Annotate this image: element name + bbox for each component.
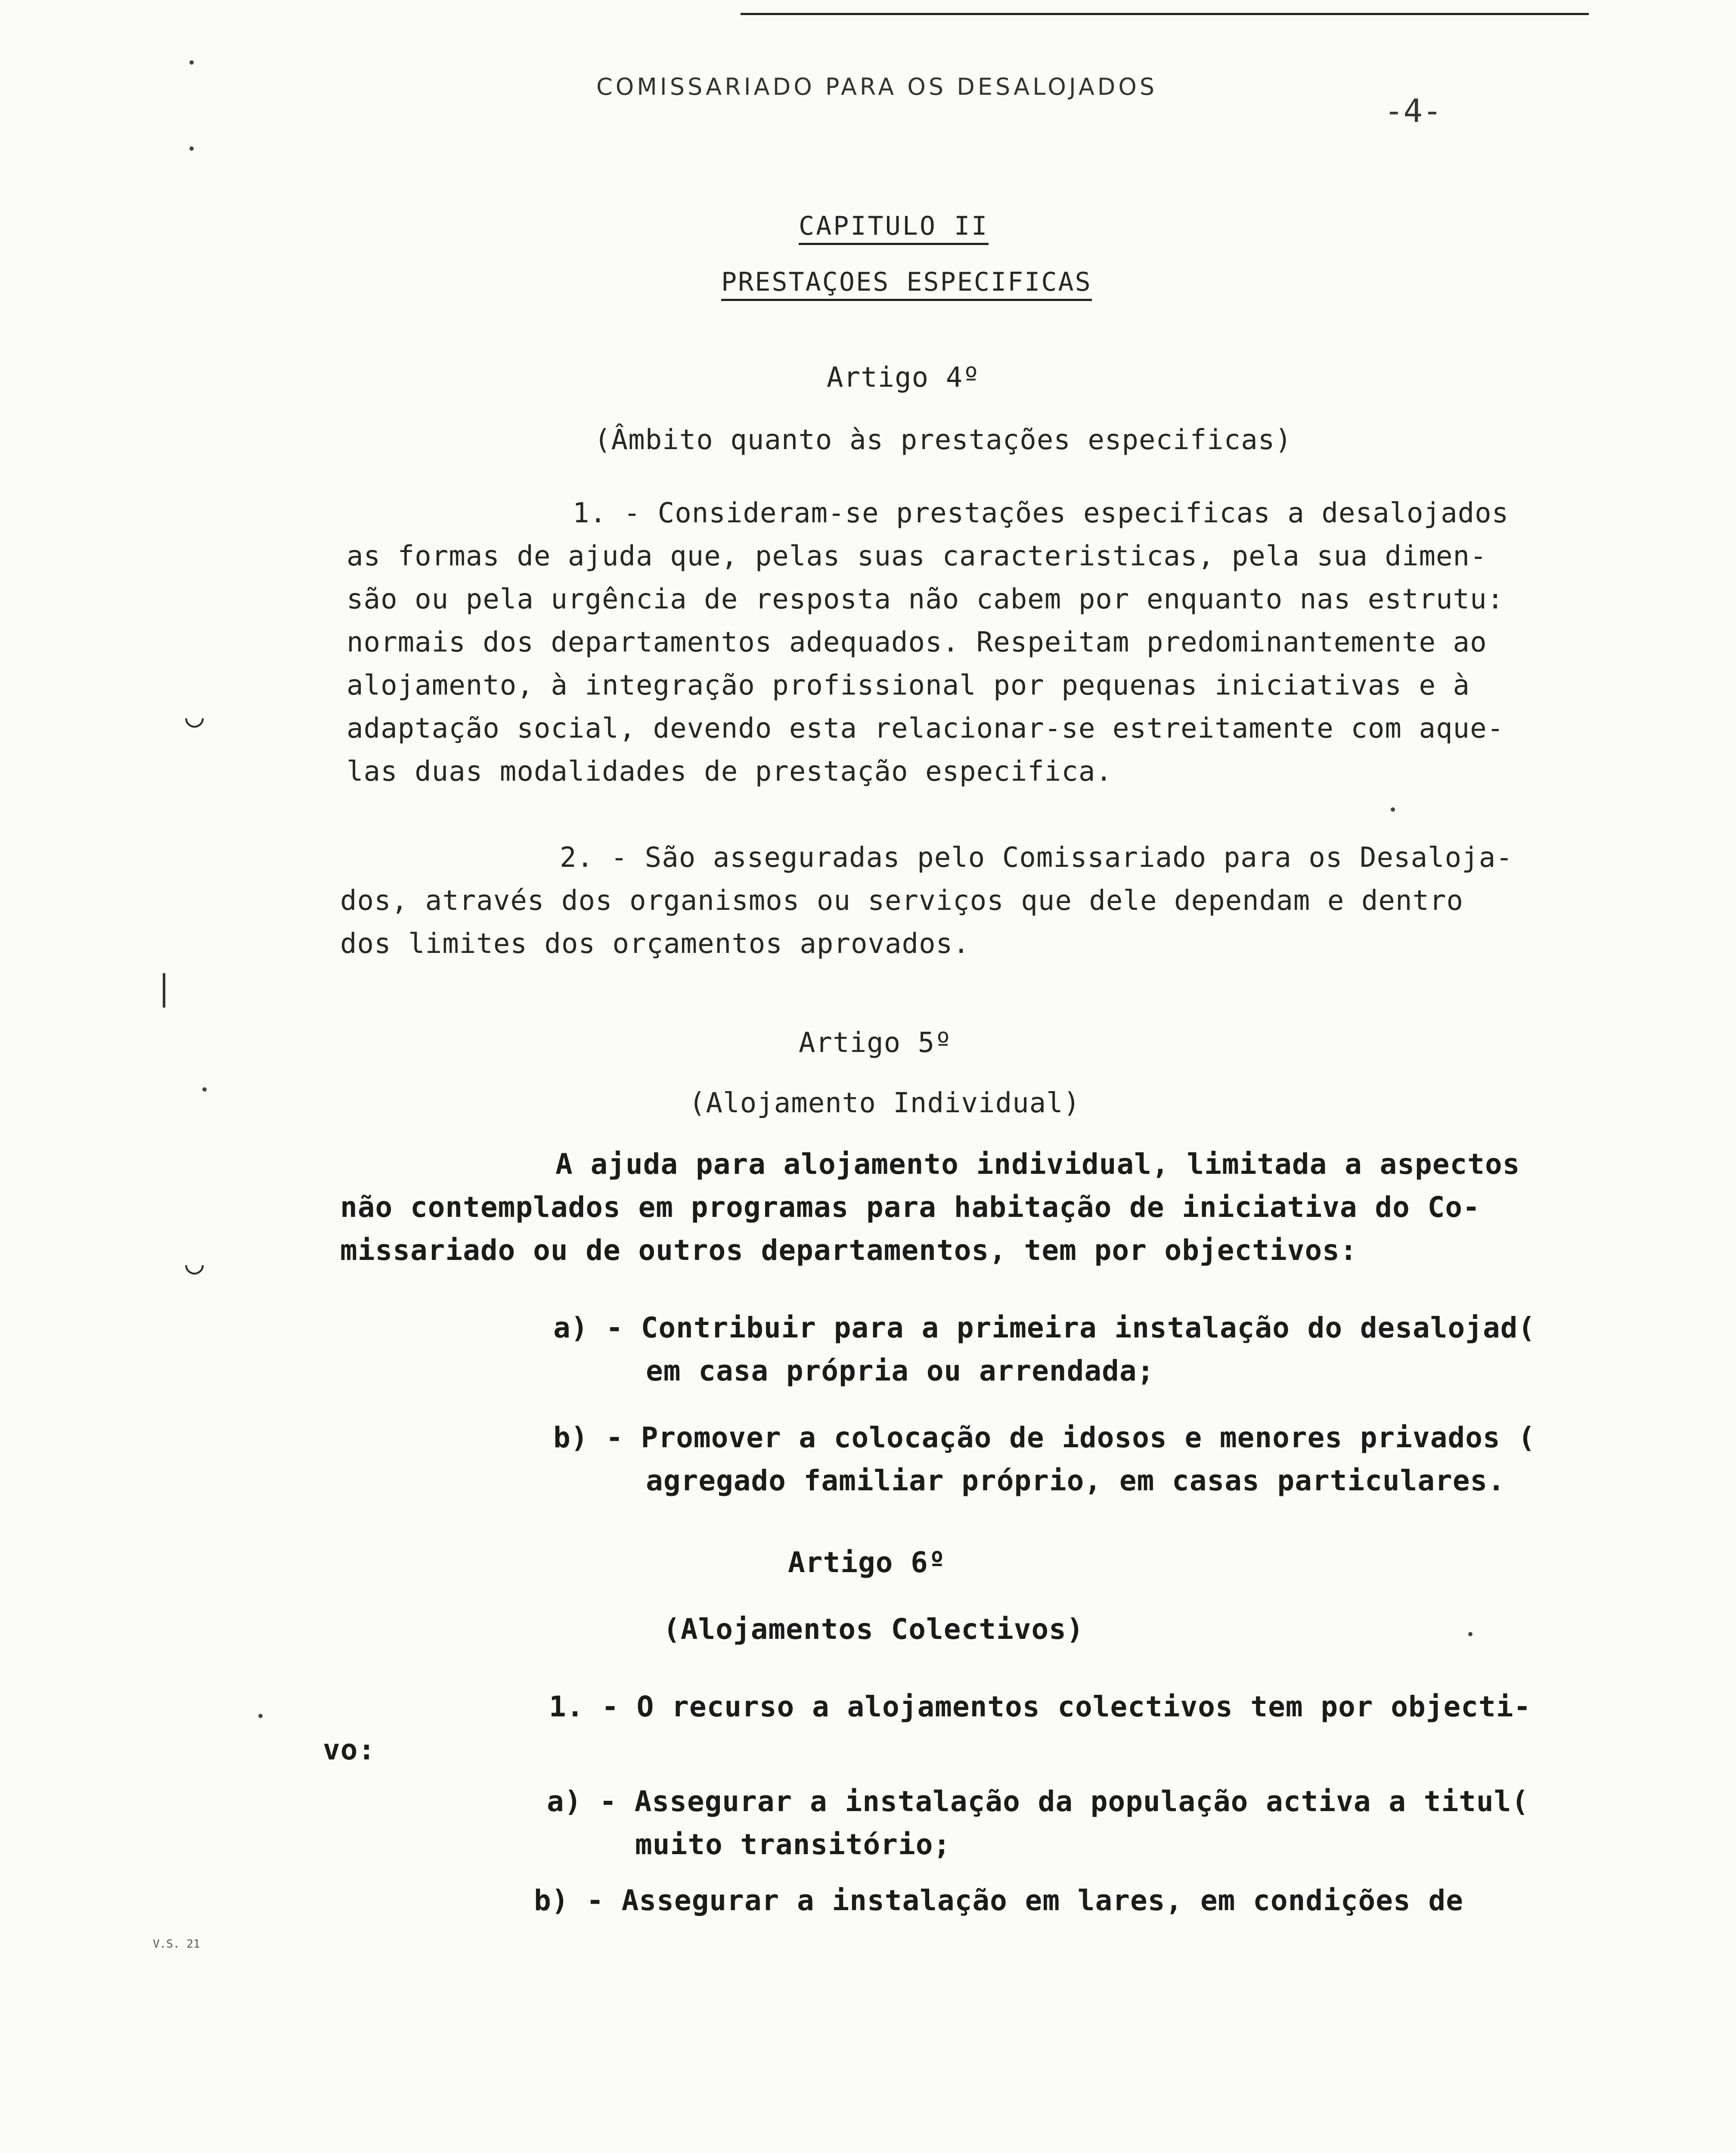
binder-hole-mark: ◡ (185, 1244, 204, 1281)
footer-stamp: V.S. 21 (153, 1938, 200, 1951)
art6-item-a-line1: a) - Assegurar a instalação da população activa a titul( (547, 1785, 1529, 1818)
page-number: -4- (1384, 93, 1442, 130)
article-6-subheading: (Alojamentos Colectivos) (663, 1613, 1084, 1646)
art4-p1-line6: adaptação social, devendo esta relacionar-se estreitamente com aque- (347, 713, 1504, 745)
art4-p1-line2: as formas de ajuda que, pelas suas caracteristicas, pela sua dimen- (347, 540, 1487, 572)
article-5-subheading: (Alojamento Individual) (689, 1087, 1081, 1119)
scan-speck (258, 1714, 263, 1718)
scan-speck (202, 1087, 207, 1092)
article-4-subheading: (Âmbito quanto às prestações especificas) (594, 424, 1292, 456)
chapter-title: CAPITULO II (799, 211, 989, 245)
art5-item-a-line1: a) - Contribuir para a primeira instalação do desalojad( (553, 1311, 1536, 1344)
margin-tick (163, 973, 165, 1008)
art4-p2-line1: 2. - São asseguradas pelo Comissariado para os Desaloja- (560, 842, 1513, 874)
art5-p1-line3: missariado ou de outros departamentos, tem por objectivos: (340, 1234, 1358, 1267)
scan-speck (189, 60, 194, 65)
art5-item-a-line2: em casa própria ou arrendada; (646, 1354, 1155, 1387)
art5-item-b-line2: agregado familiar próprio, em casas particulares. (646, 1464, 1506, 1497)
letterhead-title: COMISSARIADO PARA OS DESALOJADOS (596, 73, 1158, 100)
art4-p2-line2: dos, através dos organismos ou serviços que dele dependam e dentro (340, 885, 1464, 917)
art4-p1-line4: normais dos departamentos adequados. Respeitam predominantemente ao (347, 627, 1487, 658)
top-border-rule (741, 13, 1589, 15)
article-4-heading: Artigo 4º (827, 362, 980, 394)
binder-hole-mark: ◡ (185, 698, 204, 734)
art6-p1-line2: vo: (323, 1733, 376, 1766)
scan-speck (189, 146, 194, 151)
art5-p1-line1: A ajuda para alojamento individual, limitada a aspectos (555, 1148, 1520, 1181)
art6-item-b-line1: b) - Assegurar a instalação em lares, em condições de (534, 1884, 1463, 1917)
art5-p1-line2: não contemplados em programas para habitação de iniciativa do Co- (340, 1191, 1480, 1224)
scan-speck (1468, 1632, 1472, 1636)
article-5-heading: Artigo 5º (799, 1027, 952, 1059)
art5-item-b-line1: b) - Promover a colocação de idosos e menores privados ( (553, 1421, 1536, 1454)
art4-p1-line1: 1. - Consideram-se prestações especificas a desalojados (573, 497, 1509, 529)
scan-speck (1391, 807, 1395, 812)
chapter-subtitle: PRESTAÇOES ESPECIFICAS (721, 267, 1092, 301)
art6-item-a-line2: muito transitório; (635, 1828, 951, 1861)
art4-p1-line7: las duas modalidades de prestação especifica. (347, 756, 1113, 788)
art4-p1-line3: são ou pela urgência de resposta não cabem por enquanto nas estrutu: (347, 583, 1504, 615)
art4-p2-line3: dos limites dos orçamentos aprovados. (340, 928, 970, 960)
art6-p1-line1: 1. - O recurso a alojamentos colectivos tem por objecti- (549, 1690, 1531, 1723)
art4-p1-line5: alojamento, à integração profissional por pequenas iniciativas e à (347, 670, 1470, 701)
article-6-heading: Artigo 6º (788, 1546, 946, 1579)
